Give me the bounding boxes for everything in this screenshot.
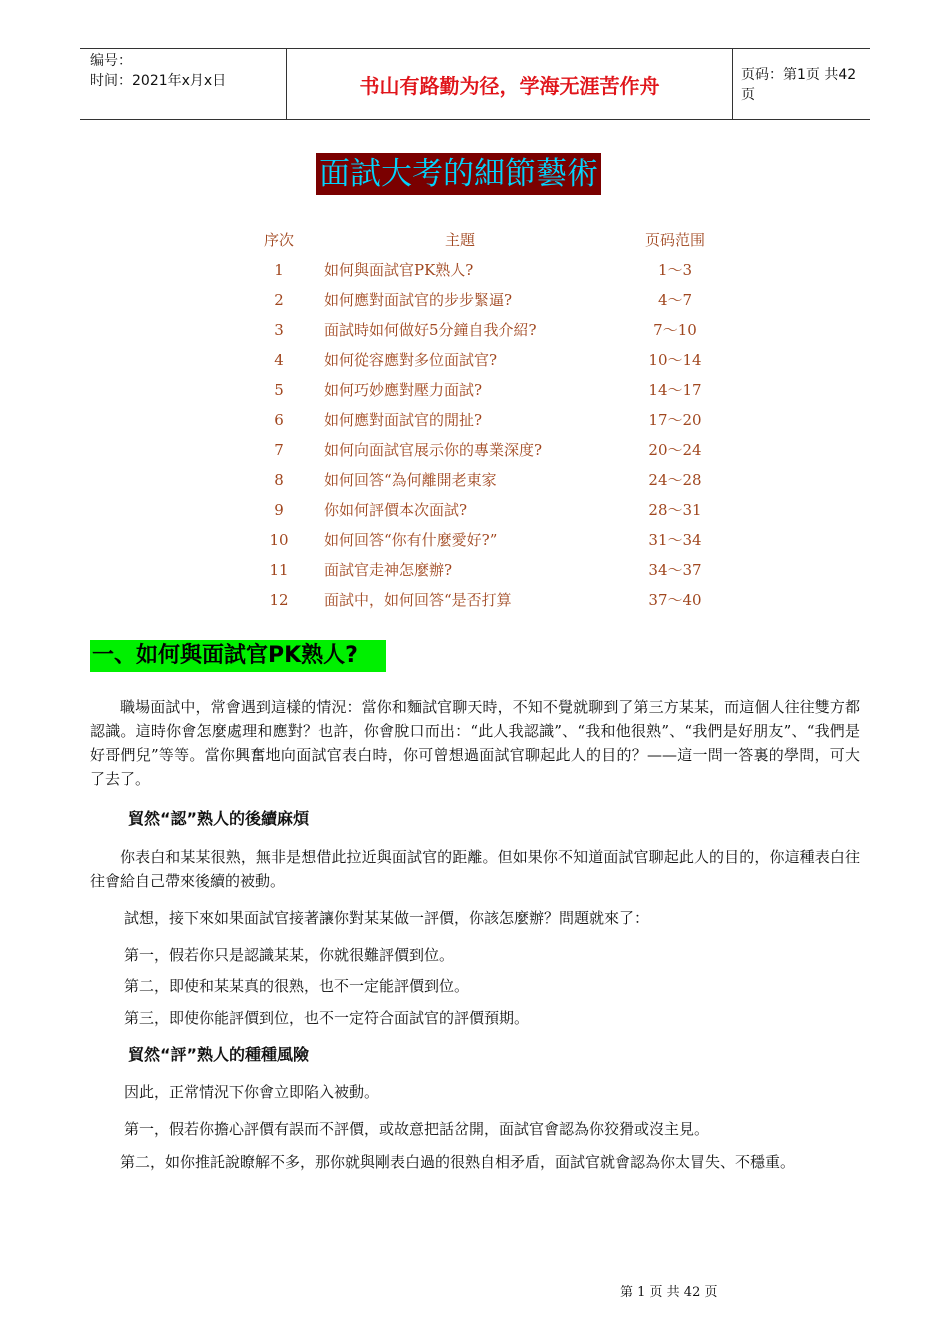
toc-range: 37～40 [648, 591, 702, 609]
document-title: 面試大考的細節藝術 [316, 153, 601, 195]
toc-header-topic: 主題 [444, 231, 475, 249]
toc-row[interactable] [0, 258, 950, 282]
toc-topic: 如何向面試官展示你的專業深度? [324, 441, 543, 459]
paragraph: 因此，正常情況下你會立即陷入被動。 [124, 1083, 380, 1101]
subheading-recognize: 貿然“認”熟人的後續麻煩 [128, 809, 310, 828]
toc-no: 12 [269, 591, 289, 609]
toc-row[interactable] [0, 498, 950, 522]
toc-row[interactable] [0, 348, 950, 372]
paragraph: 第二，即使和某某真的很熟，也不一定能評價到位。 [124, 977, 470, 995]
toc-row[interactable] [0, 438, 950, 462]
toc-range: 31～34 [648, 531, 702, 549]
toc-range: 20～24 [648, 441, 702, 459]
toc-topic: 如何應對面試官的閒扯? [324, 411, 483, 429]
toc-topic: 面試官走神怎麼辦? [324, 561, 453, 579]
header-page-info: 页码：第1页 共42页 [741, 67, 857, 103]
toc-topic: 如何與面試官PK熟人? [324, 261, 474, 279]
page-footer: 第 1 页 共 42 页 [620, 1285, 718, 1300]
toc-topic: 如何回答“為何離開老東家 [324, 471, 497, 489]
paragraph: 第三，即使你能評價到位，也不一定符合面試官的評價預期。 [124, 1009, 530, 1027]
paragraph: 試想，接下來如果面試官接著讓你對某某做一評價，你該怎麼辦？問題就來了： [124, 909, 650, 927]
section-heading: 一、如何與面試官PK熟人? [90, 640, 386, 672]
paragraph: 第一，假若你擔心評價有誤而不評價，或故意把話岔開，面試官會認為你狡猾或沒主見。 [124, 1120, 710, 1138]
toc-range: 4～7 [657, 291, 693, 309]
toc-range: 24～28 [648, 471, 702, 489]
toc-row[interactable] [0, 318, 950, 342]
toc-header-row [0, 228, 950, 252]
toc-no: 2 [274, 291, 284, 309]
toc-row[interactable] [0, 288, 950, 312]
intro-paragraph: 職場面試中，常會遇到這樣的情況：當你和麵試官聊天時，不知不覺就聊到了第三方某某，而這個人往往雙方都認識。這時你會怎麼處理和應對？也許，你會脫口而出：“此人我認識”、“我和他很熟”、“我們是好朋友”、“我們是好哥們兒”等等。當你興奮地向面試官表白時，你可曾想過面試官聊起此人的目的？——這一問一答裏的學問，可大了去了。 [90, 698, 860, 788]
page-header [80, 48, 870, 120]
toc-topic: 如何回答“你有什麼愛好?” [324, 531, 498, 549]
toc-row[interactable] [0, 528, 950, 552]
toc-topic: 你如何評價本次面試? [324, 501, 468, 519]
toc-no: 10 [269, 531, 289, 549]
toc-row[interactable] [0, 588, 950, 612]
time-label: 时间：2021年x月x日 [90, 73, 227, 89]
toc-row[interactable] [0, 378, 950, 402]
toc-range: 34～37 [648, 561, 702, 579]
paragraph: 第二，如你推託說瞭解不多，那你就與剛表白過的很熟自相矛盾，面試官就會認為你太冒失、不穩重。 [120, 1153, 796, 1171]
toc-no: 9 [274, 501, 284, 519]
toc-no: 1 [274, 261, 284, 279]
toc-row[interactable] [0, 408, 950, 432]
header-motto: 书山有路勤为径，学海无涯苦作舟 [359, 73, 660, 98]
toc-no: 7 [274, 441, 284, 459]
toc-header-no: 序次 [263, 231, 294, 249]
toc-no: 6 [274, 411, 284, 429]
toc-topic: 如何應對面試官的步步緊逼? [324, 291, 513, 309]
toc-range: 7～10 [653, 321, 697, 339]
toc-topic: 面試時如何做好5分鐘自我介紹? [324, 321, 537, 339]
toc-topic: 面試中，如何回答“是否打算 [324, 591, 512, 609]
toc-no: 11 [269, 561, 289, 579]
number-label: 编号： [90, 53, 132, 69]
toc-range: 10～14 [648, 351, 702, 369]
toc-range: 14～17 [648, 381, 702, 399]
toc-range: 17～20 [648, 411, 702, 429]
paragraph: 第一，假若你只是認識某某，你就很難評價到位。 [124, 946, 455, 964]
toc-topic: 如何巧妙應對壓力面試? [324, 381, 483, 399]
toc-range: 1～3 [657, 261, 693, 279]
toc-topic: 如何從容應對多位面試官? [324, 351, 498, 369]
toc-row[interactable] [0, 468, 950, 492]
subheading-evaluate: 貿然“評”熟人的種種風險 [128, 1045, 310, 1064]
paragraph: 你表白和某某很熟，無非是想借此拉近與面試官的距離。但如果你不知道面試官聊起此人的目的，你這種表白往往會給自己帶來後續的被動。 [90, 848, 860, 890]
toc-no: 5 [274, 381, 284, 399]
toc-row[interactable] [0, 558, 950, 582]
header-meta [90, 51, 285, 117]
toc-no: 8 [274, 471, 284, 489]
toc-header-range: 页码范围 [644, 231, 705, 249]
toc-no: 3 [274, 321, 284, 339]
toc-no: 4 [274, 351, 284, 369]
toc-range: 28～31 [648, 501, 702, 519]
